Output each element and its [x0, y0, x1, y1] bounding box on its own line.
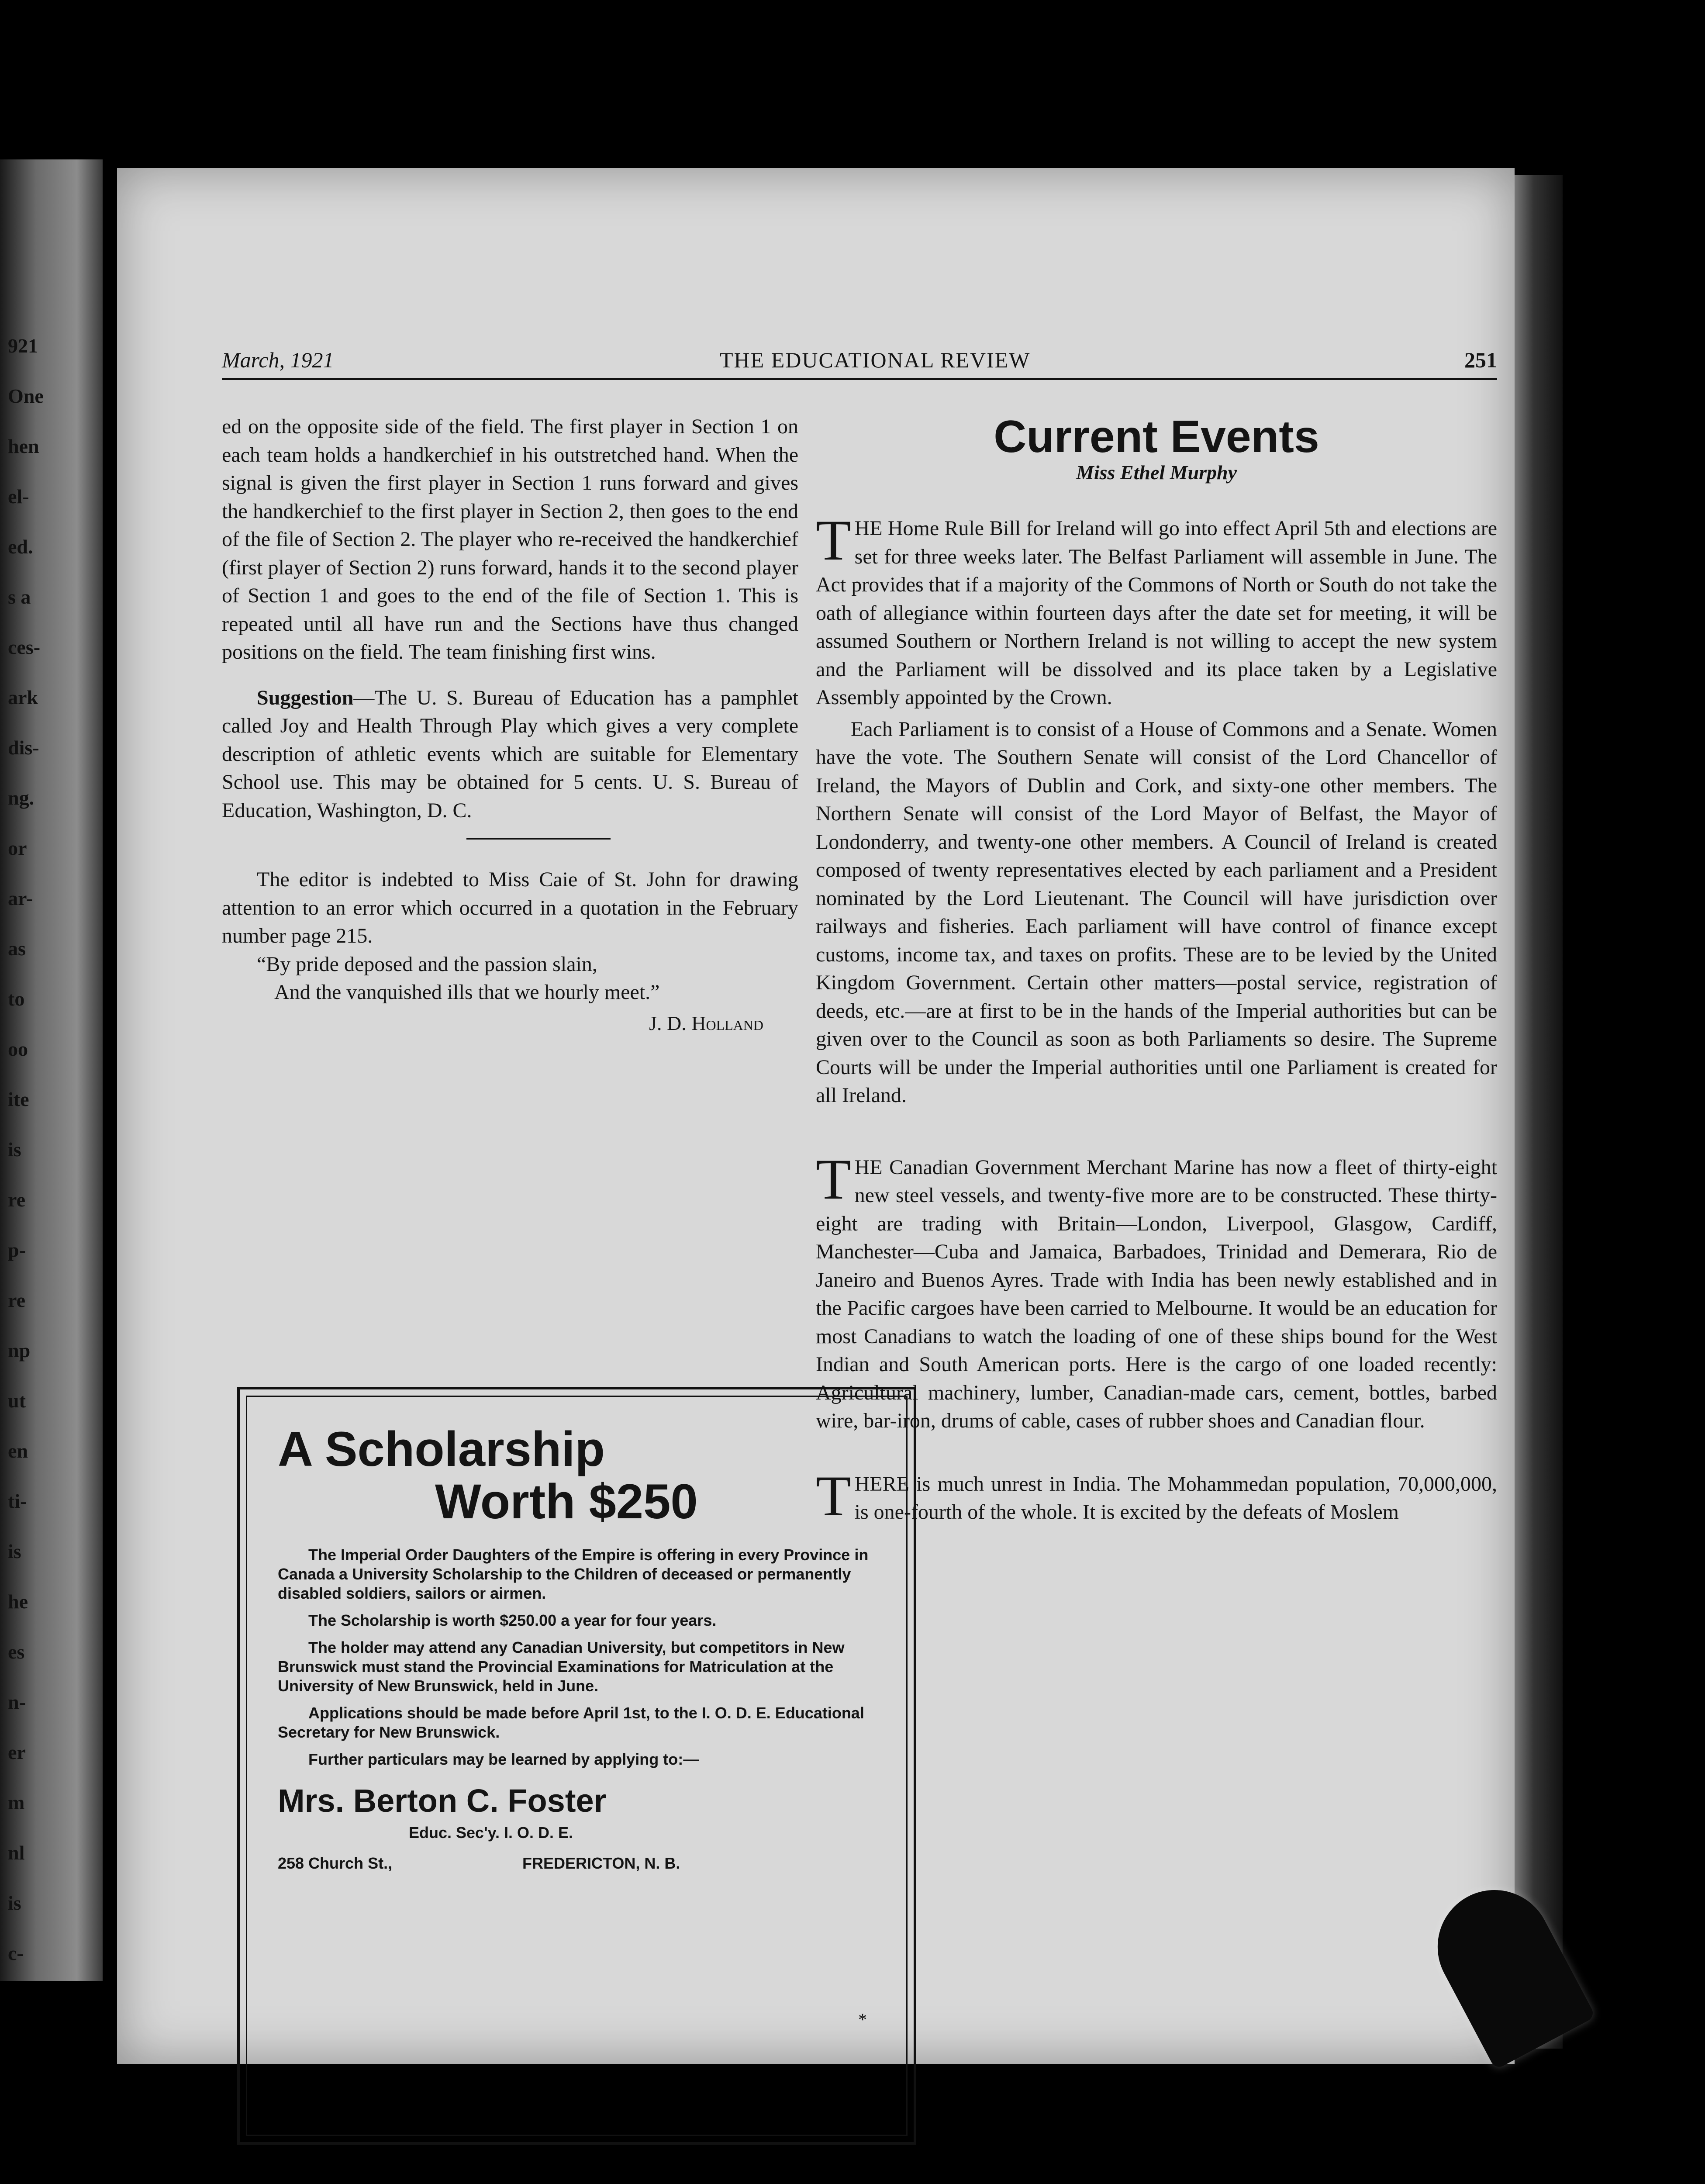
adjacent-page-fragment: re: [8, 1289, 26, 1311]
scholarship-advertisement: [237, 1387, 916, 2145]
drop-cap: T: [816, 508, 851, 572]
left-column: [222, 413, 798, 1035]
adjacent-page-fragment: er: [8, 1741, 26, 1763]
contact-title: Educ. Sec'y. I. O. D. E.: [409, 1824, 573, 1842]
event-marine-paragraph: [816, 1147, 1497, 1435]
adjacent-page-fragment: is: [8, 1540, 21, 1562]
advertisement-subtitle: Worth $250: [435, 1474, 698, 1529]
event-text: HE Canadian Government Merchant Marine has now a fleet of thirty-eight new steel vessels, and twenty-five more are to be constructed. These thirty-eight are trading with Britain—London, Liverpool, Glasgow, Cardiff, Manchester—Cuba and Jamaica, Barbadoes, Trinidad and Demerara, Rio de Janeiro and Buenos Ayres. Trade with India has been newly established and in the Pacific cargoes have been carried to Melbourne. It would be an education for most Canadians to watch the loading of one of these ships bound for the West Indian and South American ports. Here is the cargo of one loaded recently: Agricultural machinery, lumber, Canadian-made cars, cement, bottles, barbed wire, bar-iron, drums of cable, cases of rubber shoes and Canadian flour.: [816, 1155, 1497, 1432]
advertisement-paragraph: The Scholarship is worth $250.00 a year for four years.: [308, 1611, 717, 1629]
header-title: THE EDUCATIONAL REVIEW: [720, 348, 1031, 372]
adjacent-page-fragment: nl: [8, 1842, 25, 1864]
quotation-verse: [222, 950, 798, 1006]
adjacent-page-fragment: to: [8, 988, 25, 1010]
adjacent-page-fragment: 921: [8, 335, 38, 357]
suggestion-text: —The U. S. Bureau of Education has a pamphlet called Joy and Health Through Play which gives a very complete description of athletic events which are suitable for Elementary School use. This may be obtained for 5 cents. U. S. Bureau of Education, Washington, D. C.: [222, 686, 798, 822]
contact-city: FREDERICTON, N. B.: [522, 1854, 680, 1872]
adjacent-page-fragment: m: [8, 1791, 25, 1814]
adjacent-page-fragment: oo: [8, 1038, 28, 1060]
adjacent-page-fragment: ite: [8, 1088, 29, 1110]
event-text: HE Home Rule Bill for Ireland will go into effect April 5th and elections are set for three weeks later. The Belfast Parliament will assemble in June. The Act provides that if a majority of the Commons of North or South do not take the oath of allegiance within fourteen days after the date set for meeting, it will be assumed Southern or Northern Ireland is not willing to accept the new system and the Parliament will be dissolved and its place taken by a Legislative Assembly appointed by the Crown.: [816, 517, 1497, 709]
right-column: [816, 413, 1497, 1527]
contact-street: 258 Church St.,: [278, 1854, 393, 1872]
adjacent-page-fragment: as: [8, 937, 26, 960]
adjacent-page-fragment: ed.: [8, 536, 33, 558]
event-india-paragraph: [816, 1463, 1497, 1528]
adjacent-page-strip: [0, 159, 103, 1981]
contact-address: [278, 1824, 876, 1880]
verse-line: “By pride deposed and the passion slain,: [257, 952, 597, 976]
running-header: [222, 343, 1497, 380]
adjacent-page-fragment: ces-: [8, 636, 41, 658]
suggestion-paragraph: [222, 684, 798, 825]
adjacent-page-fragment: re: [8, 1189, 26, 1211]
adjacent-page-fragment: hen: [8, 435, 39, 457]
section-title: Current Events: [994, 411, 1319, 462]
adjacent-page-fragment: es: [8, 1641, 25, 1663]
adjacent-page-fragment: dis-: [8, 736, 39, 759]
adjacent-page-fragment: n-: [8, 1691, 26, 1713]
adjacent-page-fragment: s a: [8, 586, 31, 608]
adjacent-page-fragment: en: [8, 1440, 28, 1462]
suggestion-label: Suggestion: [257, 686, 354, 709]
game-paragraph: ed on the opposite side of the field. The first player in Section 1 on each team holds a handkerchief in his outstretched hand. When the signal is given the first player in Section 1 runs forward and gives the handkerchief to the first player in Section 2, then goes to the end of the file of Section 2. The player who re-received the handkerchief (first player of Section 2) runs forward, hands it to the second player of Section 1 and goes to the end of the file of Section 1. This is repeated until all have run and the Sections have thus changed positions on the field. The team finishing first wins.: [222, 415, 798, 663]
byline: Miss Ethel Murphy: [1076, 461, 1237, 484]
adjacent-page-fragment: he: [8, 1590, 28, 1613]
verse-author: J. D. Holland: [649, 1012, 763, 1034]
adjacent-page-fragment: np: [8, 1339, 31, 1362]
editor-note: The editor is indebted to Miss Caie of St. John for drawing attention to an error which occurred in a quotation in the February number page 215.: [222, 868, 798, 947]
event-ireland-paragraph: [816, 508, 1497, 712]
header-date: March, 1921: [222, 348, 334, 372]
adjacent-page-fragment: ut: [8, 1389, 26, 1412]
adjacent-page-fragment: ark: [8, 686, 38, 708]
contact-name: Mrs. Berton C. Foster: [278, 1783, 607, 1819]
adjacent-page-fragment: is: [8, 1138, 21, 1161]
drop-cap: T: [816, 1463, 851, 1528]
adjacent-page-fragment: is: [8, 1892, 21, 1914]
drop-cap: T: [816, 1147, 851, 1211]
advertisement-paragraph: The holder may attend any Canadian University, but competitors in New Brunswick must stand the Provincial Examinations for Matriculation at the University of New Brunswick, held in June.: [278, 1638, 845, 1695]
adjacent-page-fragment: ar-: [8, 887, 33, 909]
page-content: [117, 168, 1515, 2064]
adjacent-page-fragment: ti-: [8, 1490, 27, 1512]
adjacent-page-fragment: p-: [8, 1239, 26, 1261]
header-page-number: 251: [1464, 348, 1497, 372]
advertisement-paragraph: The Imperial Order Daughters of the Empire is offering in every Province in Canada a University Scholarship to the Children of deceased or permanently disabled soldiers, sailors or airmen.: [278, 1546, 869, 1602]
adjacent-page-fragment: One: [8, 385, 44, 407]
adjacent-page-fragment: or: [8, 837, 27, 859]
advertisement-inner-border: [246, 1396, 908, 2136]
advertisement-paragraph: Further particulars may be learned by applying to:—: [308, 1750, 699, 1768]
adjacent-page-fragment: c-: [8, 1942, 24, 1964]
event-text: HERE is much unrest in India. The Mohammedan population, 70,000,000, is one-fourth of the whole. It is excited by the defeats of Moslem: [854, 1472, 1497, 1524]
footer-mark: *: [858, 2010, 867, 2029]
event-ireland-paragraph-2: Each Parliament is to consist of a House of Commons and a Senate. Women have the vote. The Southern Senate will consist of the Lord Chancellor of Ireland, the Mayors of Dublin and Cork, and sixty-one other members. The Northern Senate will consist of the Lord Mayor of Belfast, the Mayor of Londonderry, and twenty-one other members. A Council of Ireland is created composed of twenty representatives elected by each parliament and a President nominated by the Lord Lieutenant. The Council will have jurisdiction over railways and fisheries. Each parliament will have control of finance except customs, income tax, and taxes on profits. These are to be levied by the United Kingdom Government. Certain other matters—postal service, registration of deeds, etc.—are at first to be in the hands of the Imperial authorities but can be given over to the Council as soon as both Parliaments so desire. The Supreme Courts will be under the Imperial authorities until one Parliament is created for all Ireland.: [816, 717, 1497, 1107]
advertisement-paragraph: Applications should be made before April 1st, to the I. O. D. E. Educational Secretary for New Brunswick.: [278, 1704, 864, 1741]
page-binding-edge: [1515, 175, 1563, 2049]
adjacent-page-fragment: ng.: [8, 787, 35, 809]
advertisement-title: A Scholarship: [278, 1422, 605, 1476]
adjacent-page-fragment: el-: [8, 485, 29, 508]
verse-line: And the vanquished ills that we hourly meet.”: [274, 980, 660, 1004]
